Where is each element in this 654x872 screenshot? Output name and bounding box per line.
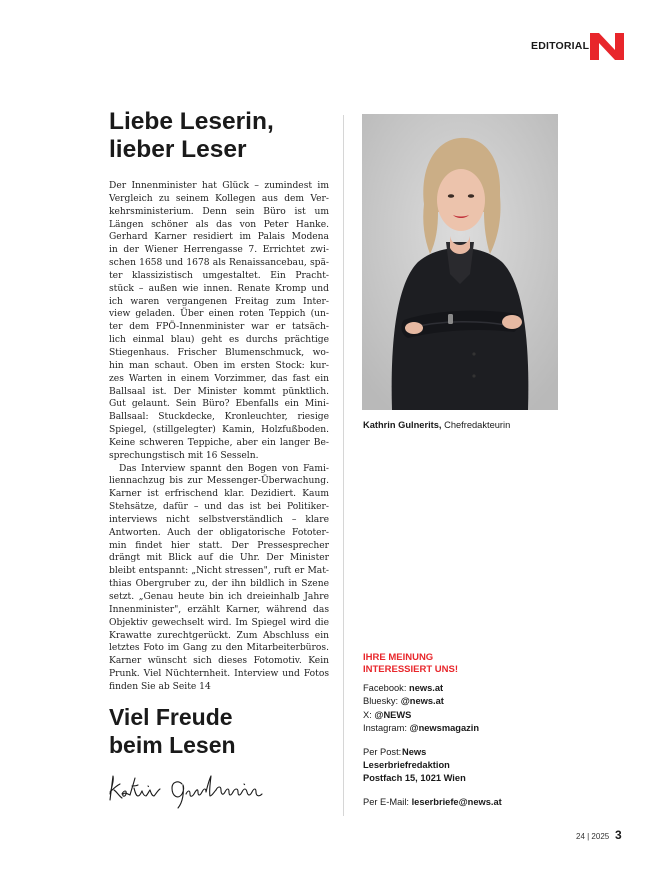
caption-name: Kathrin Gulnerits,	[363, 420, 442, 430]
body-line: Prunk. Viel Nüchternheit. Interview und Fotos	[109, 669, 329, 680]
body-line: Krawatte zurechtgerückt. Zum Abschluss ein	[109, 630, 329, 641]
headline-line-1: Liebe Leserin,	[109, 108, 274, 135]
email-link[interactable]: leserbriefe@news.at	[411, 796, 502, 807]
body-line: bleibt entspannt: „Nicht stressen", ruft er Mat-	[109, 566, 329, 577]
instagram-contact	[363, 722, 583, 735]
body-line: setzt. „Genau heute bin ich dreieinhalb Jahre	[109, 592, 329, 602]
instagram-label: Instagram:	[363, 723, 407, 734]
body-line: stück – außen wie innen. Renate Kromp und	[109, 283, 329, 294]
post-label: Per Post:	[363, 746, 402, 757]
x-label: X:	[363, 709, 372, 720]
instagram-link[interactable]: @newsmagazin	[409, 723, 480, 734]
body-line: finden Sie ab Seite 14	[109, 681, 211, 692]
body-line: liennachzug bis zur Messenger-Überwachung.	[109, 476, 329, 487]
body-line: Karner wünscht sich dieses Fotomotiv. Kein	[109, 656, 329, 667]
portrait-illustration	[362, 114, 558, 410]
facebook-link[interactable]: news.at	[409, 683, 444, 693]
closing-heading	[109, 703, 329, 759]
body-line: Vergleich zu seinem Kollegen aus dem Ver-	[109, 193, 329, 204]
issue-number: 24 | 2025	[576, 832, 610, 841]
body-line: min findet hier statt. Der Pressesprecher	[109, 540, 329, 551]
email-contact	[363, 796, 583, 809]
post-address-line-3: Postfach 15, 1021 Wien	[363, 773, 466, 784]
body-line: Stehsätze, dafür – und das ist bei Politiker-	[109, 502, 329, 513]
body-line: schen 1658 und 1678 als Renaissancebau, spä-	[109, 258, 329, 269]
headline	[109, 108, 329, 164]
bluesky-label: Bluesky:	[363, 696, 399, 707]
news-logo	[590, 33, 624, 60]
x-link[interactable]: @NEWS	[374, 709, 412, 720]
body-line: Objektiv gewechselt wird. Im Spiegel wird die	[109, 617, 329, 628]
editorial-body	[109, 180, 329, 694]
feedback-heading	[363, 652, 583, 676]
body-line: Stiegenhaus. Frischer Blumenschmuck, wo-	[109, 347, 329, 358]
body-line: kehrsministerium. Denn sein Büro ist um	[109, 206, 329, 217]
caption-role: Chefredakteurin	[444, 420, 511, 430]
body-line: Das Interview spannt den Bogen von Fami-	[119, 463, 329, 474]
body-line: letztes Foto im Gang zu den Mitarbeiterbüros.	[109, 643, 329, 654]
closing-line-1: Viel Freude	[109, 704, 233, 730]
body-line: hin man schaut. Oben im ersten Stock: kur-	[109, 360, 329, 371]
body-line: Antworten. Auch der obligatorische Fototer-	[109, 527, 329, 538]
post-address-line-1: News	[402, 746, 427, 757]
body-line: ter dem FPÖ-Innenminister war er tatsäch-	[109, 322, 329, 333]
page-number: 3	[615, 828, 622, 842]
photo-caption	[363, 420, 510, 430]
facebook-label: Facebook:	[363, 683, 407, 693]
body-line: ich waren vergangenen Freitag zum Inter-	[109, 296, 329, 307]
paragraph-1	[109, 180, 329, 463]
body-line: Innenminister", erzählt Karner, während das	[109, 604, 329, 615]
body-line: interviews nicht selbstverständlich – klare	[109, 514, 329, 525]
body-line: sprechungstisch mit 16 Sesseln.	[109, 450, 259, 461]
body-line: thias Obergruber zu, der ihn bildlich in Szene	[109, 579, 329, 590]
post-address	[402, 746, 426, 759]
post-contact	[363, 746, 583, 759]
column-divider	[343, 115, 344, 816]
body-line: lich einmal blau) geht es durchs prächtige	[109, 335, 329, 346]
body-line: Der Innenminister hat Glück – zumindest im	[109, 181, 329, 191]
bluesky-contact	[363, 695, 583, 708]
feedback-heading-line-1: IHRE MEINUNG	[363, 652, 434, 663]
handwritten-signature	[104, 772, 274, 810]
body-line: in der Wiener Herrengasse 7. Errichtet zwi-	[109, 245, 329, 256]
body-line: Ballsaal ist. Der Minister kommt pünktlich.	[109, 386, 329, 397]
post-address-line-2: Leserbriefredaktion	[363, 760, 450, 771]
body-line: zes Warten in einem Vorzimmer, das fast ein	[109, 373, 329, 384]
headline-line-2: lieber Leser	[109, 136, 247, 163]
post-address-line-3-row	[363, 772, 583, 785]
portrait-photo	[362, 114, 558, 410]
email-label: Per E-Mail:	[363, 796, 409, 807]
body-line: Ballsaal: Stuckdecke, Kronleuchter, riesige	[109, 412, 329, 423]
body-line: Längen schöner als das von Peter Hanke.	[109, 219, 329, 230]
body-line: Spiegel, (stillgelegter) Kamin, Holzfußboden.	[109, 425, 329, 436]
paragraph-2	[109, 463, 329, 694]
body-line: Keine schweren Teppiche, aber ein langer Be-	[109, 437, 329, 448]
reader-feedback-box	[363, 652, 583, 809]
closing-line-2: beim Lesen	[109, 732, 236, 758]
section-label: EDITORIAL	[531, 40, 590, 52]
bluesky-link[interactable]: @news.at	[400, 696, 444, 707]
body-line: drängt mit Blick auf die Uhr. Der Minister	[109, 553, 329, 564]
body-line: Gut gelaunt. Sein Büro? Ebenfalls ein Mini-	[109, 399, 329, 410]
post-address-line-2-row	[363, 759, 583, 772]
body-line: view geladen. Über einen roten Teppich (un-	[109, 309, 329, 320]
body-line: Gerhard Karner residiert im Palais Modena	[109, 232, 329, 243]
body-line: Karner ist erfrischend klar. Dezidiert. Kaum	[109, 489, 329, 500]
x-contact	[363, 709, 583, 722]
facebook-contact	[363, 682, 583, 695]
body-line: ter klassizistisch umgestaltet. Ein Pracht-	[109, 270, 329, 281]
feedback-heading-line-2: INTERESSIERT UNS!	[363, 664, 459, 675]
